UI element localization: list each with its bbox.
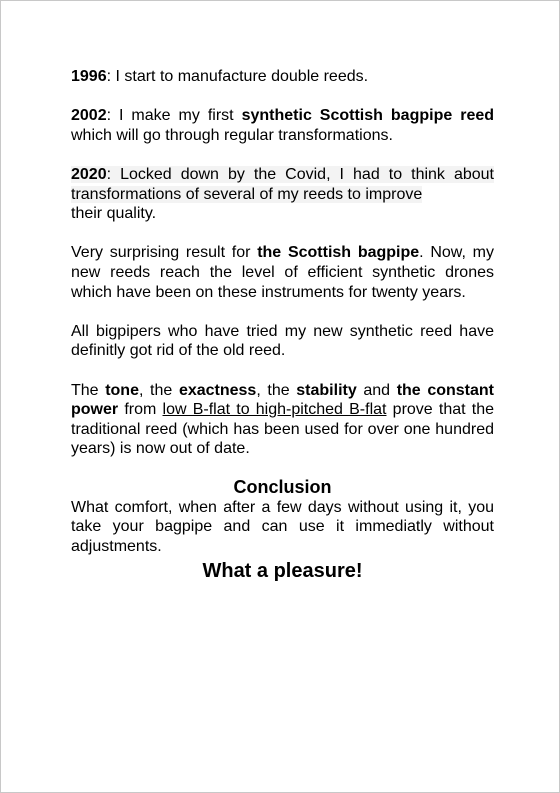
closing-line: What a pleasure!: [202, 559, 363, 582]
paragraph-text: : I start to manufacture double reeds.: [106, 68, 369, 85]
paragraph-2020: [71, 165, 494, 224]
year-2002: 2002: [71, 107, 107, 125]
paragraph-bigpipers: All bigpipers who have tried my new synthetic reed have definitly got rid of the old reed.: [71, 322, 494, 360]
paragraph-text: : Locked down by the Covid, I had to think about transformations of several of my reeds to improve: [71, 165, 494, 203]
paragraph-text: : I make my first: [106, 107, 242, 125]
bold-word: stability: [296, 381, 357, 399]
document-body: [71, 67, 494, 583]
paragraph-qualities: [71, 381, 494, 459]
bold-word: exactness: [178, 381, 257, 399]
underlined-phrase: low B-flat to high-pitched B-flat: [162, 401, 387, 419]
year-2020-label: 2020: [71, 165, 107, 183]
conclusion-text: What comfort, when after a few days without using it, you take your bagpipe and can use it immediatly without adjustments.: [71, 498, 494, 556]
paragraph-text: prove that the traditional reed (which has been used for over one hundred years) is now out of date.: [71, 401, 495, 458]
paragraph-text: and: [356, 381, 397, 399]
paragraph-text: their quality.: [71, 205, 157, 223]
bold-word: tone: [105, 381, 139, 399]
paragraph-text: from: [118, 401, 163, 419]
paragraph-text: , the: [138, 381, 179, 399]
paragraph-result: [71, 243, 494, 302]
bold-phrase: synthetic Scottish bagpipe reed: [241, 107, 495, 125]
paragraph-text: The: [71, 381, 106, 399]
bold-phrase: the Scottish bagpipe: [257, 244, 420, 262]
year-1996: 1996: [71, 68, 107, 85]
paragraph-text: . Now, my new reeds reach the level of efficient synthetic drones which have been on these instruments for twenty years.: [71, 244, 495, 301]
paragraph-text: which will go through regular transformations.: [71, 126, 393, 144]
conclusion-heading: Conclusion: [233, 476, 332, 497]
bold-phrase: the constant power: [71, 381, 495, 419]
paragraph-1996: [71, 67, 494, 87]
paragraph-text: Very surprising result for: [71, 244, 258, 262]
paragraph-2002: [71, 106, 494, 145]
highlighted-text: [71, 166, 494, 203]
paragraph-text: , the: [256, 381, 297, 399]
